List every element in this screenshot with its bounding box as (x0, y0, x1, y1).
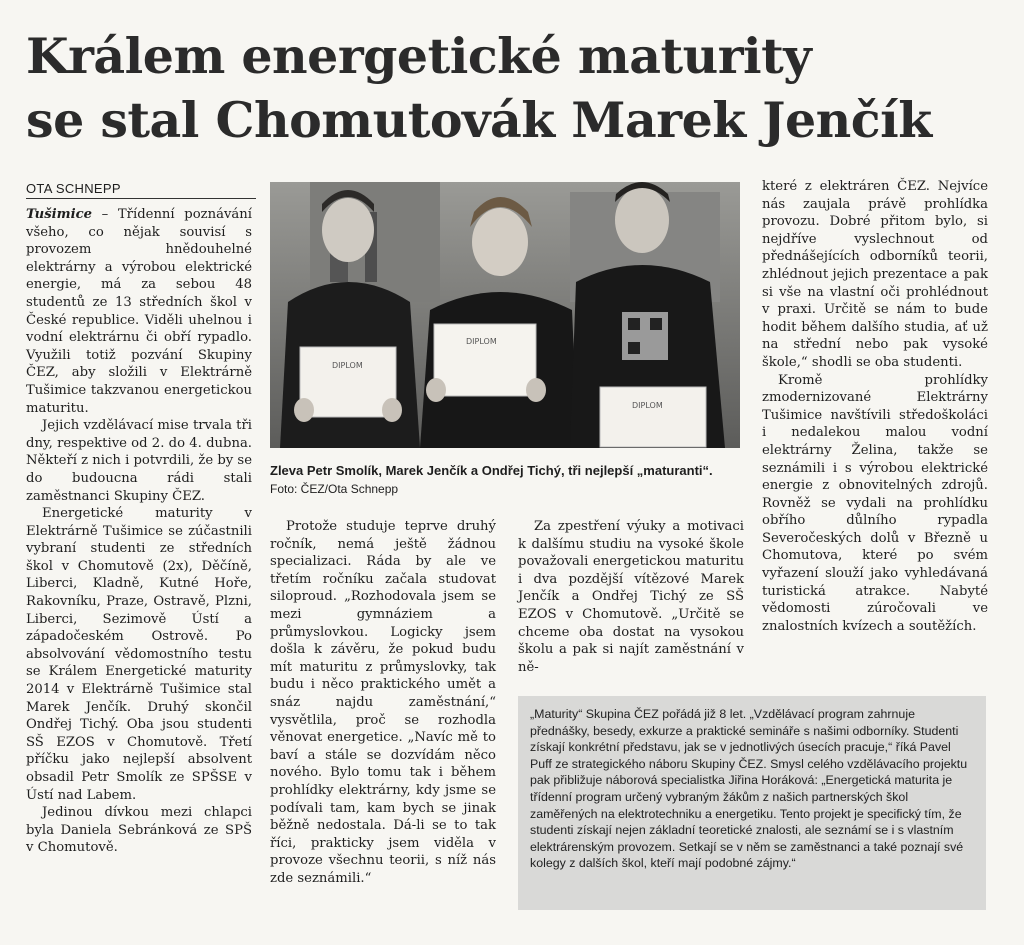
photo-caption (270, 462, 740, 498)
diploma-1-label: DIPLOM (332, 361, 363, 370)
diploma-2-label: DIPLOM (466, 337, 497, 346)
article-column-3 (518, 518, 744, 676)
paragraph: které z elektráren ČEZ. Nejvíce nás zaujala právě prohlídka provozu. Dobré přitom bylo, si nejdříve vyslechnout od přednášejících odborníků teorii, zhlédnout jejich prezentace a pak si vše na vlastní oči prohlédnout v praxi. Určitě se nám to bude hodit během dalšího studia, ať už na střední nebo pak vysoké škole,“ shodli se oba studenti. (762, 179, 988, 370)
paragraph: Energetické maturity v Elektrárně Tušimice se zúčastnili vybraní studenti ze středních škol v Chomutově (2x), Děčíně, Liberci, Kladně, Kutné Hoře, Rakovníku, Praze, Ostravě, Plzni, Liberci, Sezimově Ústí a západočeském Ostrově. Po absolvování vědomostního testu se Králem Energetické maturity 2014 v Elektrárně Tušimice stal Marek Jenčík. Druhý skončil Ondřej Tichý. Oba jsou studenti SŠ EZOS v Chomutově. Třetí příčku jako nejlepší absolvent obsadil Petr Smolík ze SPŠSE v Ústí nad Labem. (26, 506, 252, 803)
article-column-1 (26, 206, 252, 857)
article-column-4 (762, 178, 988, 635)
headline (26, 24, 1006, 152)
photo-credit: Foto: ČEZ/Ota Schnepp (270, 482, 399, 496)
caption-text: Zleva Petr Smolík, Marek Jenčík a Ondřej Tichý, tři nejlepší „maturanti“. (270, 463, 713, 478)
diploma-3-label: DIPLOM (632, 401, 663, 410)
paragraph: Jejich vzdělávací mise trvala tři dny, respektive od 2. do 4. dubna. Někteří z nich i potvrdili, že by se do budoucna rádi stali zaměstnanci Skupiny ČEZ. (26, 418, 252, 504)
headline-line-1: Králem energetické maturity (26, 27, 812, 85)
photo-three-students (270, 182, 740, 448)
photo-illustration (270, 182, 740, 448)
paragraph: Jedinou dívkou mezi chlapci byla Daniela Sebránková ze SPŠ v Chomutově. (26, 805, 252, 856)
paragraph: Za zpestření výuky a motivaci k dalšímu studiu na vysoké škole považovali energetickou maturitu i dva pozdější vítězové Marek Jenčík a Ondřej Tichý ze SŠ EZOS v Chomutově. „Určitě se chceme oba dostat na vysokou školu a pak si najít zaměstnání v ně- (518, 519, 744, 675)
dateline-place: Tušimice (26, 207, 93, 222)
byline: OTA SCHNEPP (26, 181, 256, 199)
headline-line-2: se stal Chomutovák Marek Jenčík (26, 91, 932, 149)
paragraph: Protože studuje teprve druhý ročník, nemá ještě žádnou specializaci. Ráda by ale ve třetím ročníku začala studovat siloproud. „Rozhodovala jsem se mezi gymnáziem a průmyslovkou. Logicky jsem došla k závěru, že pokud budu mít maturitu z průmyslovky, tak budu i něco praktického umět a snáz najdu zaměstnání,“ vysvětlila, proč se rozhodla věnovat energetice. „Navíc mě to baví a stále se dozvídám něco nového. Bylo tomu tak i během prohlídky elektrárny, kdy jsme se podívali tam, kam bych se jinak běžně nedostala. Dá-li se to tak říci, prakticky jsem viděla v provoze všechnu teorii, s níž nás zde seznámili.“ (270, 519, 496, 886)
paragraph (26, 206, 252, 417)
sidebar-text: „Maturity“ Skupina ČEZ pořádá již 8 let. „Vzdělávací program zahrnuje přednášky, besedy, exkurze a praktické semináře s našimi odborníky. Studenti získají konkrétní představu, jak se v jednotlivých úsecích pracuje,“ říká Pavel Puff ze strategického náboru Skupiny ČEZ. Smysl celého vzdělávacího projektu pak přibližuje náborová specialistka Jiřina Horáková: „Energetická maturita je třídenní program určený vybraným žákům z našich partnerských škol zaměřených na elektrotechniku a energetiku. Tento projekt je specifický tím, že studenti získají nejen základní teoretické znalosti, ale seznámí se i s vlastním elektrárenským provozem. Setkají se v něm se zaměstnanci a také poznají své kolegy z dalších škol, kteří mají podobné zájmy.“ (530, 707, 968, 871)
paragraph: Kromě prohlídky zmodernizované Elektrárny Tušimice navštívili středoškoláci i nedalekou malou vodní elektrárny Želina, takže se seznámili i s výrobou elektrické energie z obnovitelných zdrojů. Rovněž se vydali na prohlídku obřího důlního rypadla Severočeských dolů v Březně u Chomutova, které po svém vyřazení slouží jako vyhledávaná turistická atrakce. Nabyté vědomosti zúročovali ve znalostních kvízech a soutěžích. (762, 372, 988, 634)
article-column-2 (270, 518, 496, 887)
paragraph-text: – Třídenní poznávání všeho, co nějak souvisí s provozem hnědouhelné elektrárny a výrobou elektrické energie, má za sebou 48 studentů ze 13 středních škol v České republice. Viděli uhelnou i vodní elektrárnu či obří rypadlo. Využili totiž pozvání Skupiny ČEZ, aby složili v Elektrárně Tušimice takzvanou energetickou maturitu. (26, 207, 252, 416)
sidebar-box (518, 696, 986, 910)
